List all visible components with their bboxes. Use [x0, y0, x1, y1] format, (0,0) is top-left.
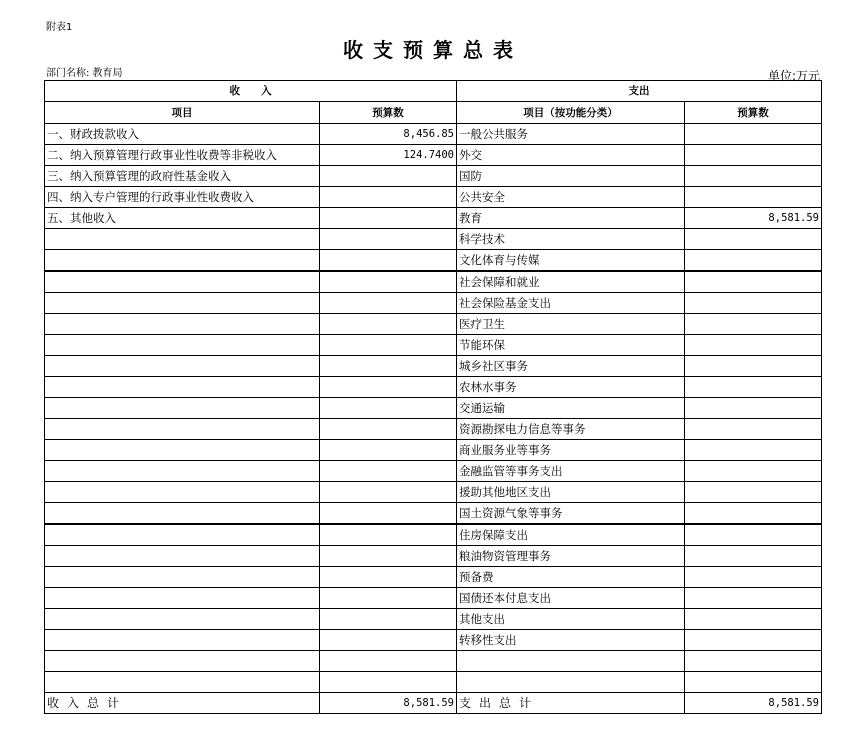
table-row [45, 461, 822, 482]
expense-item-cell: 交通运输 [457, 398, 685, 419]
table-row [45, 250, 822, 272]
income-item-cell [45, 482, 320, 503]
expense-amount-cell [685, 567, 822, 588]
department-label: 部门名称: 教育局 [46, 68, 123, 79]
income-item-cell [45, 398, 320, 419]
table-row [45, 588, 822, 609]
expense-amount-cell [685, 630, 822, 651]
income-amount-cell [320, 567, 457, 588]
income-total-label: 收入总计 [45, 693, 320, 714]
expense-item-cell: 资源勘探电力信息等事务 [457, 419, 685, 440]
expense-amount-cell [685, 145, 822, 166]
income-section-header: 收 入 [45, 81, 457, 102]
income-amount-cell [320, 166, 457, 187]
expense-item-cell: 农林水事务 [457, 377, 685, 398]
income-amount-cell [320, 314, 457, 335]
income-item-cell [45, 630, 320, 651]
income-item-cell [45, 314, 320, 335]
income-item-cell [45, 588, 320, 609]
expense-amount-cell [685, 229, 822, 250]
header-row-sections [45, 81, 822, 102]
income-amount-cell [320, 461, 457, 482]
table-row [45, 314, 822, 335]
income-amount-cell [320, 524, 457, 546]
table-row [45, 651, 822, 672]
expense-amount-cell [685, 377, 822, 398]
annex-label: 附表1 [46, 22, 73, 33]
expense-item-cell: 国债还本付息支出 [457, 588, 685, 609]
income-item-cell [45, 271, 320, 293]
income-item-cell: 二、纳入预算管理行政事业性收费等非税收入 [45, 145, 320, 166]
expense-item-cell: 粮油物资管理事务 [457, 546, 685, 567]
table-row [45, 377, 822, 398]
table-row [45, 208, 822, 229]
table-row [45, 124, 822, 145]
page-title: 收支预算总表 [343, 38, 523, 62]
income-total-amount: 8,581.59 [320, 693, 457, 714]
expense-amount-cell [685, 588, 822, 609]
income-amount-cell [320, 482, 457, 503]
table-row [45, 187, 822, 208]
table-row [45, 524, 822, 546]
expense-item-cell: 城乡社区事务 [457, 356, 685, 377]
expense-item-cell: 转移性支出 [457, 630, 685, 651]
income-item-cell [45, 567, 320, 588]
totals-row [45, 693, 822, 714]
income-amount-cell [320, 229, 457, 250]
income-item-cell [45, 672, 320, 693]
expense-item-cell: 援助其他地区支出 [457, 482, 685, 503]
table-row [45, 145, 822, 166]
expense-item-cell: 商业服务业等事务 [457, 440, 685, 461]
expense-item-cell: 社会保险基金支出 [457, 293, 685, 314]
expense-item-cell [457, 651, 685, 672]
expense-amount-cell [685, 440, 822, 461]
income-amount-cell [320, 208, 457, 229]
income-amount-cell [320, 377, 457, 398]
expense-amount-cell [685, 335, 822, 356]
income-item-cell: 一、财政拨款收入 [45, 124, 320, 145]
table-row [45, 335, 822, 356]
expense-item-header: 项目（按功能分类） [457, 102, 685, 124]
income-item-cell [45, 356, 320, 377]
expense-item-cell: 外交 [457, 145, 685, 166]
table-row [45, 398, 822, 419]
income-amount-cell [320, 271, 457, 293]
income-item-header: 项目 [45, 102, 320, 124]
income-item-cell: 三、纳入预算管理的政府性基金收入 [45, 166, 320, 187]
table-row [45, 440, 822, 461]
income-amount-cell [320, 651, 457, 672]
unit-label: 单位:万元 [767, 69, 820, 83]
income-item-cell [45, 524, 320, 546]
income-amount-cell [320, 630, 457, 651]
expense-amount-cell [685, 461, 822, 482]
expense-item-cell [457, 672, 685, 693]
expense-amount-cell [685, 293, 822, 314]
expense-item-cell: 一般公共服务 [457, 124, 685, 145]
income-item-cell [45, 229, 320, 250]
expense-section-header: 支出 [457, 81, 822, 102]
income-amount-cell [320, 503, 457, 525]
expense-amount-cell: 8,581.59 [685, 208, 822, 229]
expense-item-cell: 其他支出 [457, 609, 685, 630]
table-row [45, 419, 822, 440]
expense-total-label: 支出总计 [457, 693, 685, 714]
expense-total-amount: 8,581.59 [685, 693, 822, 714]
expense-amount-cell [685, 398, 822, 419]
expense-amount-cell [685, 314, 822, 335]
income-item-cell [45, 419, 320, 440]
expense-amount-cell [685, 524, 822, 546]
expense-amount-cell [685, 419, 822, 440]
expense-item-cell: 医疗卫生 [457, 314, 685, 335]
income-item-cell [45, 440, 320, 461]
income-item-cell [45, 293, 320, 314]
income-amount-cell [320, 588, 457, 609]
expense-amount-cell [685, 187, 822, 208]
income-amount-cell [320, 398, 457, 419]
table-row [45, 546, 822, 567]
expense-amount-cell [685, 271, 822, 293]
expense-amount-cell [685, 651, 822, 672]
table-row [45, 229, 822, 250]
income-amount-cell [320, 672, 457, 693]
table-row [45, 482, 822, 503]
income-amount-cell [320, 335, 457, 356]
income-item-cell: 四、纳入专户管理的行政事业性收费收入 [45, 187, 320, 208]
income-item-cell [45, 335, 320, 356]
income-amount-cell [320, 250, 457, 272]
expense-item-cell: 国土资源气象等事务 [457, 503, 685, 525]
income-item-cell [45, 461, 320, 482]
expense-item-cell: 国防 [457, 166, 685, 187]
income-amount-cell [320, 609, 457, 630]
table-row [45, 609, 822, 630]
income-amount-cell: 124.7400 [320, 145, 457, 166]
income-amount-cell [320, 419, 457, 440]
expense-amount-cell [685, 124, 822, 145]
income-item-cell [45, 651, 320, 672]
income-amount-cell [320, 356, 457, 377]
income-item-cell: 五、其他收入 [45, 208, 320, 229]
expense-item-cell: 公共安全 [457, 187, 685, 208]
expense-amount-cell [685, 166, 822, 187]
header-row-columns [45, 102, 822, 124]
income-amount-cell [320, 293, 457, 314]
expense-amount-cell [685, 672, 822, 693]
expense-item-cell: 住房保障支出 [457, 524, 685, 546]
table-row [45, 503, 822, 525]
expense-item-cell: 节能环保 [457, 335, 685, 356]
income-amount-cell [320, 440, 457, 461]
expense-item-cell: 金融监管等事务支出 [457, 461, 685, 482]
income-item-cell [45, 503, 320, 525]
expense-item-cell: 社会保障和就业 [457, 271, 685, 293]
table-row [45, 672, 822, 693]
expense-amount-cell [685, 546, 822, 567]
expense-item-cell: 文化体育与传媒 [457, 250, 685, 272]
income-item-cell [45, 250, 320, 272]
income-budget-header: 预算数 [320, 102, 457, 124]
table-row [45, 271, 822, 293]
income-amount-cell: 8,456.85 [320, 124, 457, 145]
income-amount-cell [320, 546, 457, 567]
income-amount-cell [320, 187, 457, 208]
table-row [45, 630, 822, 651]
income-item-cell [45, 546, 320, 567]
expense-amount-cell [685, 482, 822, 503]
expense-item-cell: 科学技术 [457, 229, 685, 250]
table-row [45, 567, 822, 588]
expense-amount-cell [685, 250, 822, 272]
income-item-cell [45, 377, 320, 398]
expense-item-cell: 教育 [457, 208, 685, 229]
table-row [45, 293, 822, 314]
budget-table [44, 80, 822, 714]
table-row [45, 166, 822, 187]
expense-amount-cell [685, 503, 822, 525]
expense-item-cell: 预备费 [457, 567, 685, 588]
income-item-cell [45, 609, 320, 630]
expense-budget-header: 预算数 [685, 102, 822, 124]
expense-amount-cell [685, 609, 822, 630]
expense-amount-cell [685, 356, 822, 377]
table-row [45, 356, 822, 377]
